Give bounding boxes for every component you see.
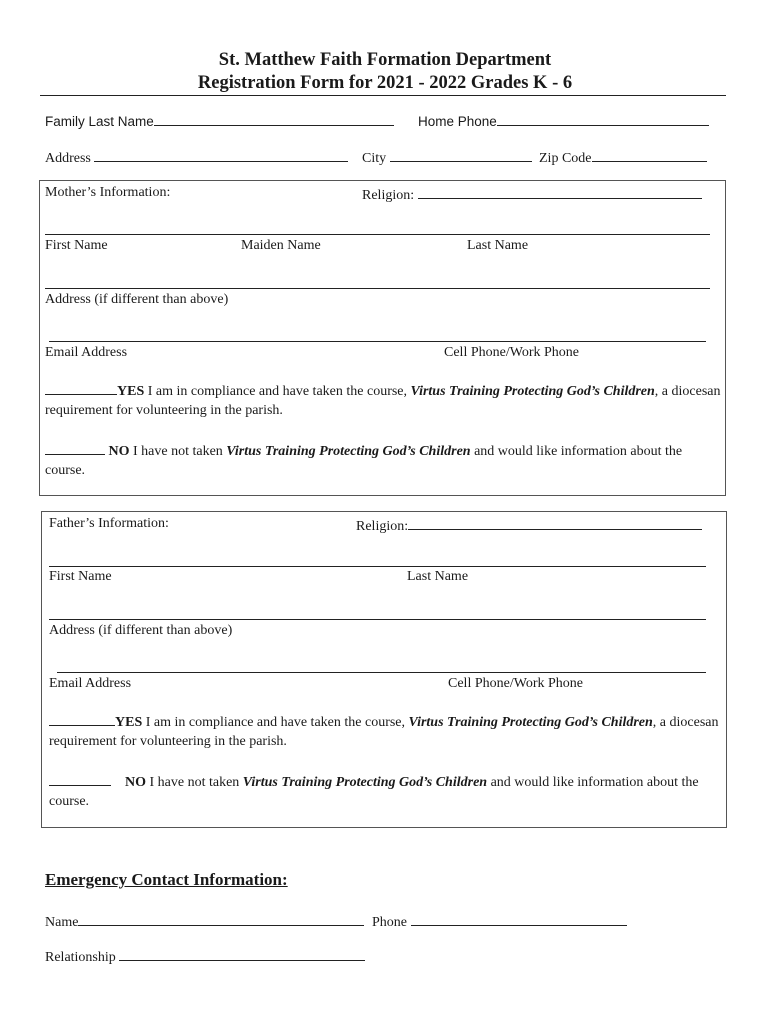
mother-contact-line[interactable] xyxy=(49,341,706,342)
father-address-label: Address (if different than above) xyxy=(49,623,233,638)
mother-yes-course: Virtus Training Protecting God’s Children xyxy=(410,384,655,399)
zip-row xyxy=(539,148,707,167)
father-contact-line[interactable] xyxy=(57,672,706,673)
emergency-relationship-row xyxy=(45,947,365,966)
father-religion-input[interactable] xyxy=(408,516,702,530)
family-last-name-row xyxy=(45,112,394,129)
mother-email-label: Email Address xyxy=(45,345,128,360)
address-row xyxy=(45,148,348,167)
mother-last-name-label: Last Name xyxy=(467,238,529,253)
home-phone-input[interactable] xyxy=(497,112,709,126)
mother-no-blank[interactable] xyxy=(45,442,105,455)
father-last-name-label: Last Name xyxy=(407,569,469,584)
emergency-name-label: Name xyxy=(45,915,79,930)
mother-yes-blank[interactable] xyxy=(45,382,117,395)
father-no-text2: and would like information about the course. xyxy=(49,775,699,809)
address-label: Address xyxy=(45,151,91,166)
father-no-blank[interactable] xyxy=(49,773,111,786)
father-name-line[interactable] xyxy=(49,566,706,567)
zip-label: Zip Code xyxy=(539,151,592,166)
mother-religion-label: Religion: xyxy=(362,188,415,203)
title-rule xyxy=(40,95,726,96)
father-no-label: NO xyxy=(125,775,146,790)
mother-address-label: Address (if different than above) xyxy=(45,292,229,307)
emergency-name-input[interactable] xyxy=(78,912,364,926)
city-label: City xyxy=(362,151,387,166)
mother-section-label: Mother’s Information: xyxy=(45,185,171,200)
father-yes-text1: I am in compliance and have taken the course, xyxy=(142,715,409,730)
father-no-statement xyxy=(49,773,699,811)
mother-no-text1: I have not taken xyxy=(129,444,227,459)
address-input[interactable] xyxy=(94,148,348,162)
father-yes-course: Virtus Training Protecting God’s Children xyxy=(408,715,653,730)
emergency-name-row xyxy=(45,912,364,931)
home-phone-label: Home Phone xyxy=(418,114,497,129)
father-yes-blank[interactable] xyxy=(49,713,115,726)
mother-no-statement xyxy=(45,442,721,480)
emergency-phone-input[interactable] xyxy=(411,912,627,926)
father-email-label: Email Address xyxy=(49,676,132,691)
mother-first-name-label: First Name xyxy=(45,238,108,253)
mother-religion-input[interactable] xyxy=(418,185,702,199)
mother-no-text2: and would like information about the course. xyxy=(45,444,683,478)
father-no-course: Virtus Training Protecting God’s Children xyxy=(242,775,488,790)
home-phone-row xyxy=(418,112,709,129)
mother-maiden-name-label: Maiden Name xyxy=(241,238,321,253)
father-address-line[interactable] xyxy=(49,619,706,620)
zip-input[interactable] xyxy=(592,148,707,162)
emergency-phone-row xyxy=(372,912,627,931)
family-last-name-input[interactable] xyxy=(154,112,394,126)
father-yes-label: YES xyxy=(115,715,143,730)
emergency-phone-label: Phone xyxy=(372,915,407,930)
mother-phone-label: Cell Phone/Work Phone xyxy=(444,345,579,360)
mother-no-label: NO xyxy=(108,444,130,459)
city-row xyxy=(362,148,532,167)
city-input[interactable] xyxy=(390,148,532,162)
father-no-text1: I have not taken xyxy=(146,775,243,790)
father-phone-label: Cell Phone/Work Phone xyxy=(448,676,583,691)
family-last-name-label: Family Last Name xyxy=(45,114,154,129)
mother-yes-statement xyxy=(45,382,721,420)
emergency-heading: Emergency Contact Information: xyxy=(45,870,288,889)
mother-no-course: Virtus Training Protecting God’s Children xyxy=(226,444,471,459)
mother-yes-text1: I am in compliance and have taken the course, xyxy=(144,384,411,399)
father-yes-statement xyxy=(49,713,721,751)
mother-name-line[interactable] xyxy=(45,234,710,235)
father-religion-row xyxy=(356,516,702,535)
father-section-label: Father’s Information: xyxy=(49,516,169,531)
father-religion-label: Religion: xyxy=(356,519,409,534)
mother-address-line[interactable] xyxy=(45,288,710,289)
form-title-line2: Registration Form for 2021 - 2022 Grades K - 6 xyxy=(197,73,573,93)
emergency-relationship-label: Relationship xyxy=(45,950,116,965)
mother-yes-text2: , a diocesan requirement for volunteering in the parish. xyxy=(45,384,721,418)
form-title-line1: St. Matthew Faith Formation Department xyxy=(218,50,552,70)
father-yes-text2: , a diocesan requirement for volunteering in the parish. xyxy=(49,715,719,749)
mother-religion-row xyxy=(362,185,702,204)
father-first-name-label: First Name xyxy=(49,569,112,584)
emergency-relationship-input[interactable] xyxy=(119,947,365,961)
mother-yes-label: YES xyxy=(117,384,145,399)
